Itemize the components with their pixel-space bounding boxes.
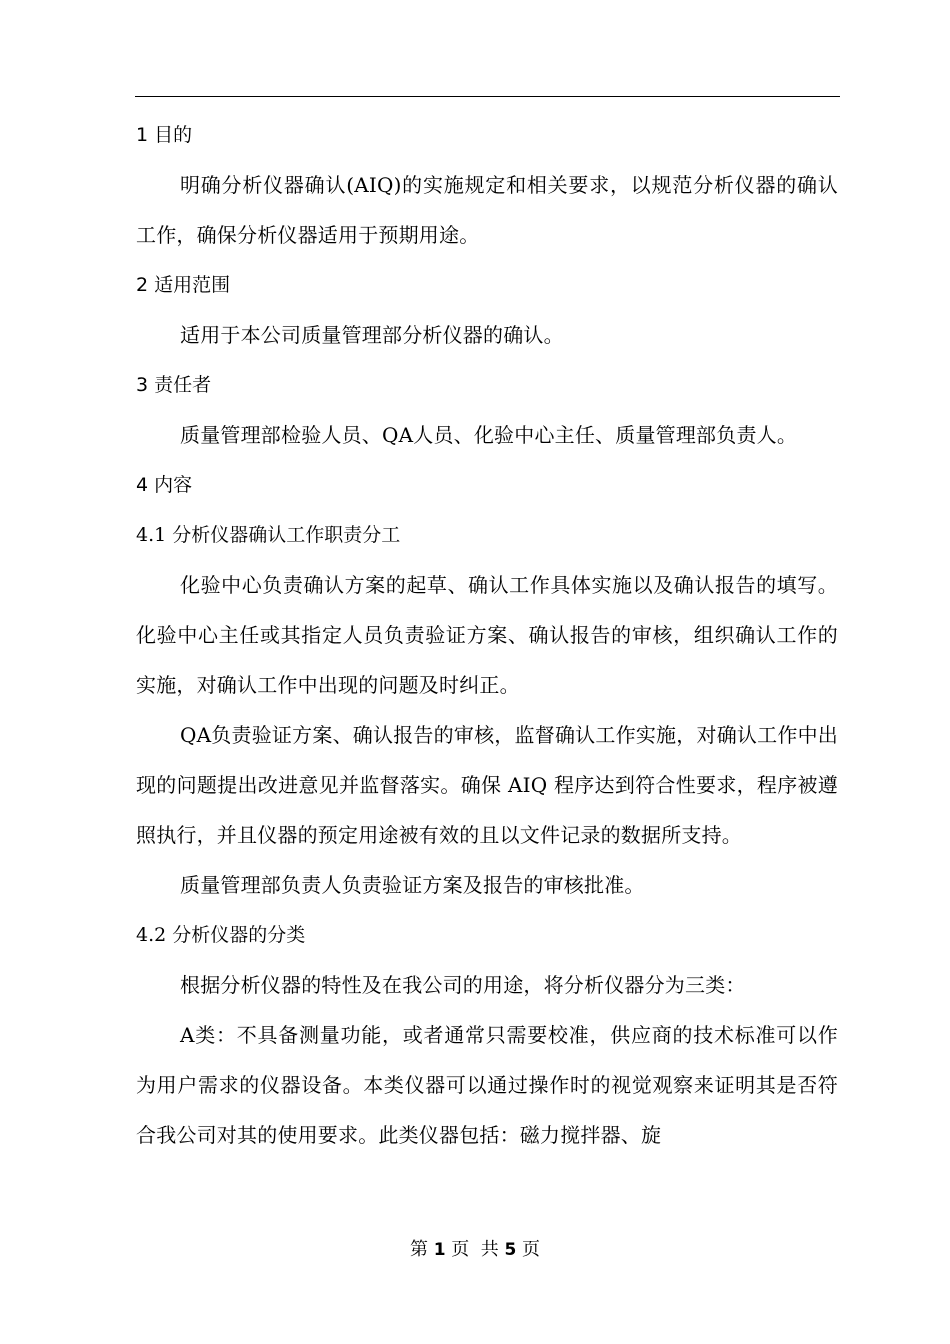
section-heading-responsibility: 3 责任者: [136, 374, 212, 396]
section-heading-scope: 2 适用范围: [136, 274, 231, 296]
paragraph: 适用于本公司质量管理部分析仪器的确认。: [180, 323, 564, 347]
footer-suffix: 页: [522, 1239, 541, 1260]
document-body: [136, 110, 838, 1160]
footer-prefix: 第: [409, 1239, 428, 1260]
page-number: 1: [433, 1240, 446, 1260]
paragraph: 明确分析仪器确认(AIQ)的实施规定和相关要求，以规范分析仪器的确认工作，确保分析仪器适用于预期用途。: [136, 173, 838, 247]
paragraph: 根据分析仪器的特性及在我公司的用途，将分析仪器分为三类：: [180, 973, 746, 997]
page-footer: [0, 1238, 950, 1262]
section-heading-purpose: 1 目的: [136, 124, 193, 146]
subsection-heading-duties: 4.1 分析仪器确认工作职责分工: [136, 524, 401, 546]
paragraph: QA负责验证方案、确认报告的审核，监督确认工作实施，对确认工作中出现的问题提出改进意见并监督落实。确保 AIQ 程序达到符合性要求，程序被遵照执行，并且仪器的预定用途被有效的且以文件记录的数据所支持。: [136, 723, 838, 847]
paragraph: 化验中心负责确认方案的起草、确认工作具体实施以及确认报告的填写。化验中心主任或其指定人员负责验证方案、确认报告的审核，组织确认工作的实施，对确认工作中出现的问题及时纠正。: [136, 573, 838, 697]
paragraph: 质量管理部检验人员、QA人员、化验中心主任、质量管理部负责人。: [180, 423, 798, 447]
subsection-heading-classification: 4.2 分析仪器的分类: [136, 924, 306, 946]
total-pages: 5: [504, 1240, 517, 1260]
section-heading-content: 4 内容: [136, 474, 193, 496]
footer-middle: 页 共: [451, 1239, 499, 1260]
paragraph: 质量管理部负责人负责验证方案及报告的审核批准。: [180, 873, 645, 897]
paragraph: A类：不具备测量功能，或者通常只需要校准，供应商的技术标准可以作为用户需求的仪器设备。本类仪器可以通过操作时的视觉观察来证明其是否符合我公司对其的使用要求。此类仪器包括：磁力搅拌器、旋: [136, 1023, 838, 1147]
header-rule: [135, 96, 840, 97]
